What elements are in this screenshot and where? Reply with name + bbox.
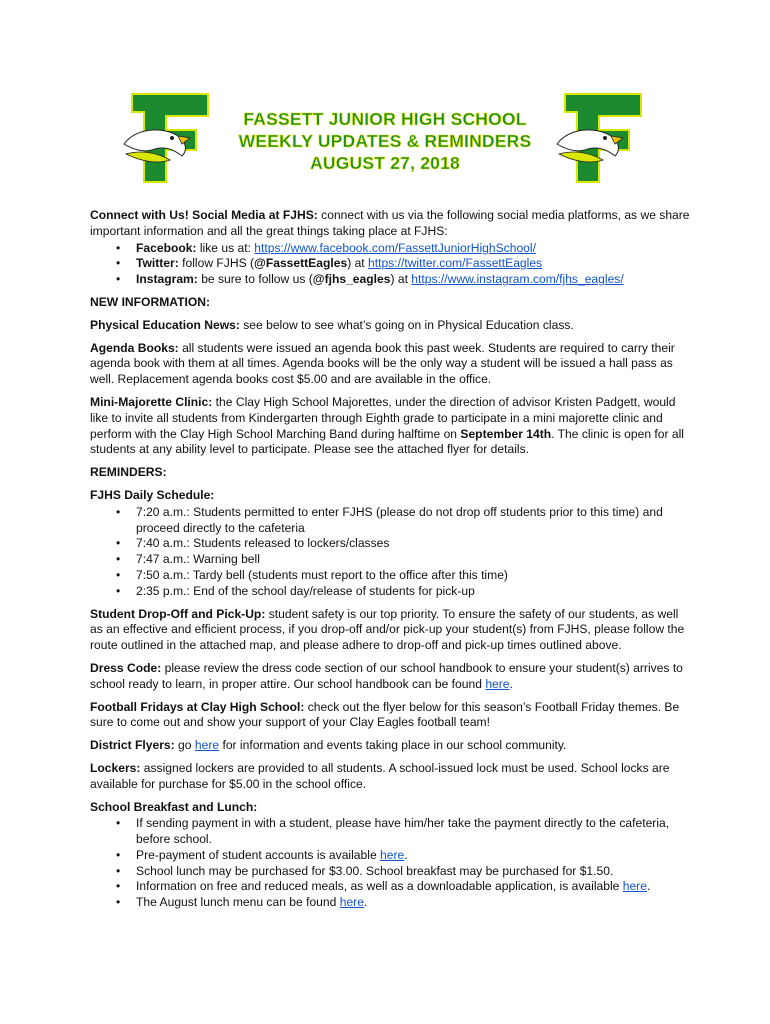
agenda-label: Agenda Books: <box>90 340 179 355</box>
prepayment-end: . <box>404 847 408 862</box>
list-item <box>90 241 690 257</box>
document-body <box>90 208 690 918</box>
social-paragraph <box>90 208 690 240</box>
free-meals-end: . <box>646 879 651 894</box>
dropoff-text: student safety is our top priority. To ensure the safety of our students, as well as an effective and efficient process, if you drop-off and/or pick-up your student(s) from FJHS, please follow the route outlined in the attached map, and please adhere to drop-off and pick-up times outlined above. <box>90 606 685 653</box>
list-item <box>90 848 690 864</box>
schedule-heading: FJHS Daily Schedule: <box>90 487 215 502</box>
twitter-link[interactable]: https://twitter.com/FassettEagles <box>368 256 543 271</box>
free-meals-text: Information on free and reduced meals, as well as a downloadable application, is available <box>136 879 623 894</box>
instagram-text: be sure to follow us ( <box>197 272 313 287</box>
facebook-text: like us at: <box>196 240 255 255</box>
dress-code-end: . <box>509 676 513 691</box>
majorette-text: the Clay High School Majorettes, under the direction of advisor Kristen Padgett, would like to invite all students from Kindergarten through Eighth grade to participate in a mini majorette clinic and perform with the Clay High School Marching Band during halftime on <box>90 394 676 441</box>
twitter-handle: @FassettEagles <box>254 256 348 271</box>
prepayment-text: Pre-payment of student accounts is available <box>136 847 381 862</box>
twitter-label: Twitter: <box>136 256 179 271</box>
free-meals-link[interactable]: here <box>622 879 647 894</box>
instagram-handle: @fjhs_eagles <box>312 272 391 287</box>
list-item <box>90 256 690 272</box>
reminders-heading: REMINDERS: <box>90 465 167 480</box>
document-title <box>200 108 570 174</box>
prepayment-link[interactable]: here <box>380 847 405 862</box>
flyers-paragraph <box>90 738 690 754</box>
lunch-menu-end: . <box>363 895 368 910</box>
list-item <box>90 272 690 288</box>
football-paragraph <box>90 700 690 732</box>
handbook-link[interactable]: here <box>485 676 510 691</box>
flyers-link[interactable]: here <box>194 738 220 753</box>
title-line-school: FASSETT JUNIOR HIGH SCHOOL <box>243 109 527 129</box>
header <box>0 92 770 202</box>
majorette-label: Mini-Majorette Clinic: <box>90 394 213 409</box>
pe-label: Physical Education News: <box>90 317 240 332</box>
list-item: • 7:20 a.m.: Students permitted to enter FJHS (please do not drop off students prior to this time) and proceed directly to the cafeteria <box>90 505 690 537</box>
instagram-text-2: ) at <box>390 272 412 287</box>
dress-code-label: Dress Code: <box>90 660 162 675</box>
lockers-label: Lockers: <box>90 760 141 775</box>
facebook-label: Facebook: <box>136 240 197 255</box>
majorette-date: September 14th <box>460 426 552 441</box>
twitter-text-2: ) at <box>347 256 369 271</box>
list-item: • 7:40 a.m.: Students released to lockers/classes <box>90 536 690 552</box>
eagle-f-logo-icon <box>122 92 212 184</box>
list-item <box>90 895 690 911</box>
lunch-menu-text: The August lunch menu can be found <box>136 895 340 910</box>
flyers-text-end: for information and events taking place in our school community. <box>219 738 567 753</box>
agenda-paragraph <box>90 341 690 388</box>
social-intro: connect with us via the following social media platforms, as we share important information and all the great things taking place at FJHS: <box>90 208 690 238</box>
facebook-link[interactable]: https://www.facebook.com/FassettJuniorHighSchool/ <box>254 240 536 255</box>
twitter-text: follow FJHS ( <box>178 256 255 271</box>
instagram-label: Instagram: <box>136 272 198 287</box>
list-item: • 7:50 a.m.: Tardy bell (students must report to the office after this time) <box>90 568 690 584</box>
title-line-date: AUGUST 27, 2018 <box>310 153 460 173</box>
dress-code-text: please review the dress code section of our school handbook to ensure your student(s) arrives to school ready to learn, in proper attire. Our school handbook can be found <box>90 660 683 691</box>
dropoff-paragraph <box>90 607 690 654</box>
lunch-list <box>90 816 690 911</box>
football-label: Football Fridays at Clay High School: <box>90 699 305 714</box>
dress-code-paragraph <box>90 661 690 693</box>
list-item <box>90 879 690 895</box>
eagle-f-logo-icon <box>555 92 645 184</box>
list-item: • 2:35 p.m.: End of the school day/release of students for pick-up <box>90 584 690 600</box>
majorette-text-end: . The clinic is open for all students at any ability level to participate. Please see the attached flyer for details. <box>90 426 684 457</box>
football-text: check out the flyer below for this season’s Football Friday themes. Be sure to come out and show your support of your Clay Eagles football team! <box>90 699 680 730</box>
pe-paragraph <box>90 318 690 334</box>
instagram-link[interactable]: https://www.instagram.com/fjhs_eagles/ <box>411 272 624 287</box>
social-heading: Connect with Us! Social Media at FJHS: <box>90 208 318 222</box>
new-information-heading: NEW INFORMATION: <box>90 294 211 309</box>
agenda-text: all students were issued an agenda book this past week. Students are required to carry their agenda book with them at all times. Agenda books will be the only way a student will be issued a hall pass as well. Replacement agenda books cost $5.00 and are available in the office. <box>90 340 675 387</box>
title-line-updates: WEEKLY UPDATES & REMINDERS <box>238 131 532 151</box>
lockers-paragraph <box>90 761 690 793</box>
list-item: • 7:47 a.m.: Warning bell <box>90 552 690 568</box>
list-item: • School lunch may be purchased for $3.00. School breakfast may be purchased for $1.50. <box>90 864 690 880</box>
pe-text: see below to see what’s going on in Physical Education class. <box>239 317 574 332</box>
lunch-menu-link[interactable]: here <box>339 895 364 910</box>
lockers-text: assigned lockers are provided to all students. A school-issued lock must be used. School locks are available for purchase for $5.00 in the school office. <box>90 760 670 791</box>
flyers-label: District Flyers: <box>90 738 175 753</box>
flyers-text: go <box>174 738 195 753</box>
lunch-heading: School Breakfast and Lunch: <box>90 799 258 814</box>
schedule-list <box>90 505 690 600</box>
social-list <box>90 241 690 288</box>
dropoff-label: Student Drop-Off and Pick-Up: <box>90 606 266 621</box>
majorette-paragraph <box>90 395 690 458</box>
list-item: • If sending payment in with a student, please have him/her take the payment directly to the cafeteria, before school. <box>90 816 690 848</box>
